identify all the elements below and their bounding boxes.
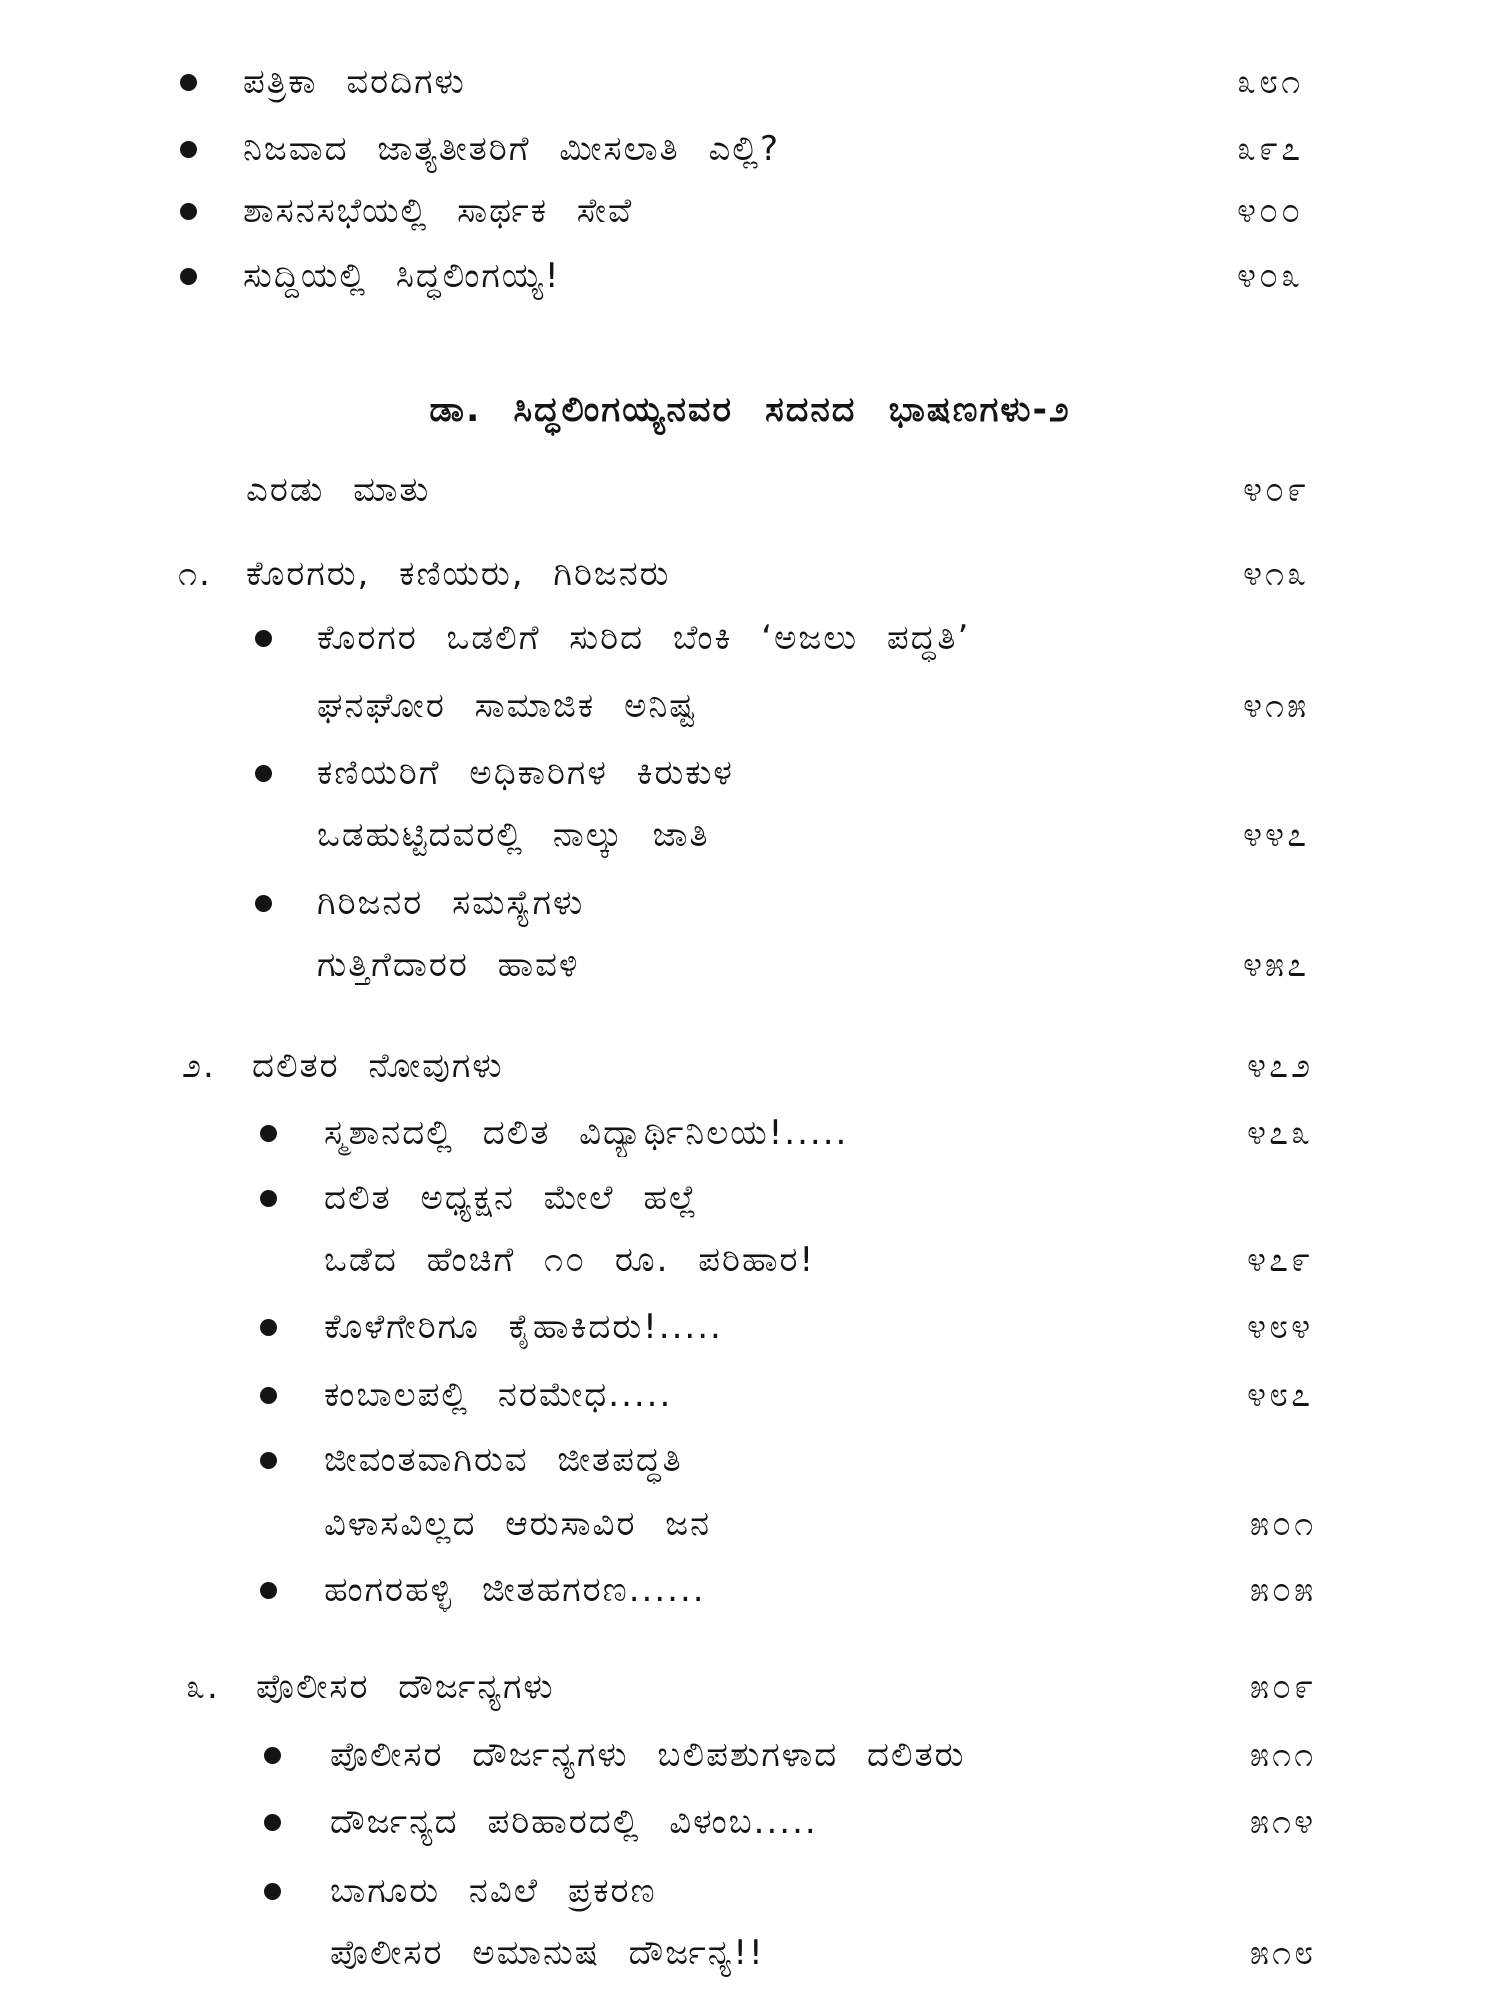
preface-entry	[0, 466, 1500, 514]
subentry-page: ೪೮೭	[1247, 1375, 1314, 1415]
subentry-page: ೪೭೯	[1247, 1240, 1314, 1280]
subentry-line: ಗುತ್ತಿಗೆದಾರರ ಹಾವಳಿ	[317, 945, 580, 985]
subentry-line: ದಲಿತ ಅಧ್ಯಕ್ಷನ ಮೇಲೆ ಹಲ್ಲೆ	[324, 1178, 699, 1218]
subentry-page: ೪೧೫	[1243, 686, 1310, 726]
subentry-line: ಗಿರಿಜನರ ಸಮಸ್ಯೆಗಳು	[317, 883, 585, 923]
section-number: ೨.	[182, 1046, 216, 1086]
subentry-page: ೫೧೪	[1250, 1802, 1317, 1842]
bullet-icon	[264, 1747, 281, 1764]
subentry-continuation	[0, 941, 1500, 989]
subentry-line: ಹಂಗರಹಳ್ಳಿ ಜೀತಹಗರಣ......	[324, 1570, 706, 1610]
subentry	[0, 1371, 1500, 1419]
subentry-line: ವಿಳಾಸವಿಲ್ಲದ ಆರುಸಾವಿರ ಜನ	[324, 1504, 711, 1544]
section-number: ೧.	[178, 554, 212, 594]
subentry-line: ಕಂಬಾಲಪಲ್ಲಿ ನರಮೇಧ.....	[324, 1375, 673, 1415]
subentry-continuation	[0, 1929, 1500, 1977]
subentry-continuation	[0, 1236, 1500, 1284]
bullet-icon	[260, 1387, 277, 1404]
section-page: ೫೦೯	[1250, 1667, 1317, 1707]
subentry-line: ಒಡೆದ ಹೆಂಚಿಗೆ ೧೦ ರೂ. ಪರಿಹಾರ!	[324, 1240, 816, 1280]
intro-entry	[0, 58, 1500, 106]
subentry-line: ಬಾಗೂರು ನವಿಲೆ ಪ್ರಕರಣ	[330, 1871, 657, 1911]
subentry-page: ೫೦೧	[1250, 1504, 1317, 1544]
entry-page: ೩೯೭	[1237, 129, 1304, 169]
subentry	[0, 1731, 1500, 1779]
subentry-page: ೫೦೫	[1250, 1570, 1317, 1610]
intro-entry	[0, 125, 1500, 173]
subentry-page: ೪೭೩	[1247, 1113, 1314, 1153]
bullet-icon	[180, 203, 197, 220]
bullet-icon	[260, 1452, 277, 1469]
subentry-page: ೪೫೭	[1243, 945, 1310, 985]
subentry	[0, 614, 1500, 662]
entry-title: ಪತ್ರಿಕಾ ವರದಿಗಳು	[243, 62, 466, 102]
subentry	[0, 1798, 1500, 1846]
bullet-icon	[180, 74, 197, 91]
entry-title: ನಿಜವಾದ ಜಾತ್ಯತೀತರಿಗೆ ಮೀಸಲಾತಿ ಎಲ್ಲಿ?	[243, 129, 781, 169]
subentry-line: ಘನಘೋರ ಸಾಮಾಜಿಕ ಅನಿಷ್ಟ	[317, 686, 697, 726]
section-page: ೪೭೨	[1247, 1046, 1314, 1086]
entry-title: ಸುದ್ದಿಯಲ್ಲಿ ಸಿದ್ಧಲಿಂಗಯ್ಯ!	[243, 256, 561, 296]
subentry-line: ಸ್ಮಶಾನದಲ್ಲಿ ದಲಿತ ವಿದ್ಯಾರ್ಥಿನಿಲಯ!.....	[324, 1113, 849, 1153]
subentry	[0, 1436, 1500, 1484]
subentry	[0, 1109, 1500, 1157]
subentry-continuation	[0, 1500, 1500, 1548]
bullet-icon	[180, 268, 197, 285]
subentry-line: ಕಣಿಯರಿಗೆ ಅಧಿಕಾರಿಗಳ ಕಿರುಕುಳ	[317, 753, 734, 793]
bullet-icon	[180, 141, 197, 158]
subentry	[0, 749, 1500, 797]
entry-page: ೪೦೦	[1237, 191, 1304, 231]
section-number: ೩.	[186, 1667, 220, 1707]
subentry-line: ಕೊಳೆಗೇರಿಗೂ ಕೈಹಾಕಿದರು!.....	[324, 1307, 723, 1347]
intro-entry	[0, 252, 1500, 300]
subentry-line: ದೌರ್ಜನ್ಯದ ಪರಿಹಾರದಲ್ಲಿ ವಿಳಂಬ.....	[330, 1802, 818, 1842]
bullet-icon	[260, 1190, 277, 1207]
intro-entry	[0, 187, 1500, 235]
bullet-icon	[260, 1125, 277, 1142]
bullet-icon	[264, 1814, 281, 1831]
entry-page: ೪೦೩	[1237, 256, 1304, 296]
section-title: ದಲಿತರ ನೋವುಗಳು	[252, 1046, 504, 1086]
section-title: ಪೊಲೀಸರ ದೌರ್ಜನ್ಯಗಳು	[256, 1667, 555, 1707]
section-heading	[0, 550, 1500, 598]
entry-title: ಎರಡು ಮಾತು	[246, 470, 431, 510]
subentry-page: ೪೪೭	[1243, 815, 1310, 855]
subentry-continuation	[0, 682, 1500, 730]
bullet-icon	[260, 1319, 277, 1336]
bullet-icon	[255, 630, 272, 647]
section-heading	[0, 1042, 1500, 1090]
part-heading: ಡಾ. ಸಿದ್ಧಲಿಂಗಯ್ಯನವರ ಸದನದ ಭಾಷಣಗಳು-೨	[429, 390, 1071, 430]
subentry-page: ೫೧೧	[1250, 1735, 1317, 1775]
subentry-line: ಒಡಹುಟ್ಟಿದವರಲ್ಲಿ ನಾಲ್ಕು ಜಾತಿ	[317, 815, 710, 855]
entry-title: ಶಾಸನಸಭೆಯಲ್ಲಿ ಸಾರ್ಥಕ ಸೇವೆ	[243, 191, 634, 231]
subentry	[0, 1174, 1500, 1222]
section-heading	[0, 1663, 1500, 1711]
section-page: ೪೧೩	[1243, 554, 1310, 594]
subentry	[0, 879, 1500, 927]
entry-page: ೪೦೯	[1243, 470, 1310, 510]
bullet-icon	[255, 765, 272, 782]
subentry-line: ಪೊಲೀಸರ ಅಮಾನುಷ ದೌರ್ಜನ್ಯ!!	[330, 1933, 765, 1973]
subentry-line: ಜೀವಂತವಾಗಿರುವ ಜೀತಪದ್ಧತಿ	[324, 1440, 683, 1480]
subentry-continuation	[0, 811, 1500, 859]
bullet-icon	[255, 895, 272, 912]
subentry-page: ೪೮೪	[1247, 1307, 1314, 1347]
subentry	[0, 1867, 1500, 1915]
subentry-line: ಕೊರಗರ ಒಡಲಿಗೆ ಸುರಿದ ಬೆಂಕಿ ‘ಅಜಲು ಪದ್ಧತಿ’	[317, 618, 971, 658]
bullet-icon	[264, 1883, 281, 1900]
subentry-line: ಪೊಲೀಸರ ದೌರ್ಜನ್ಯಗಳು ಬಲಿಪಶುಗಳಾದ ದಲಿತರು	[330, 1735, 966, 1775]
entry-page: ೩೮೧	[1237, 62, 1304, 102]
subentry	[0, 1303, 1500, 1351]
bullet-icon	[260, 1582, 277, 1599]
subentry	[0, 1566, 1500, 1614]
section-title: ಕೊರಗರು, ಕಣಿಯರು, ಗಿರಿಜನರು	[246, 554, 671, 594]
subentry-page: ೫೧೮	[1250, 1933, 1317, 1973]
